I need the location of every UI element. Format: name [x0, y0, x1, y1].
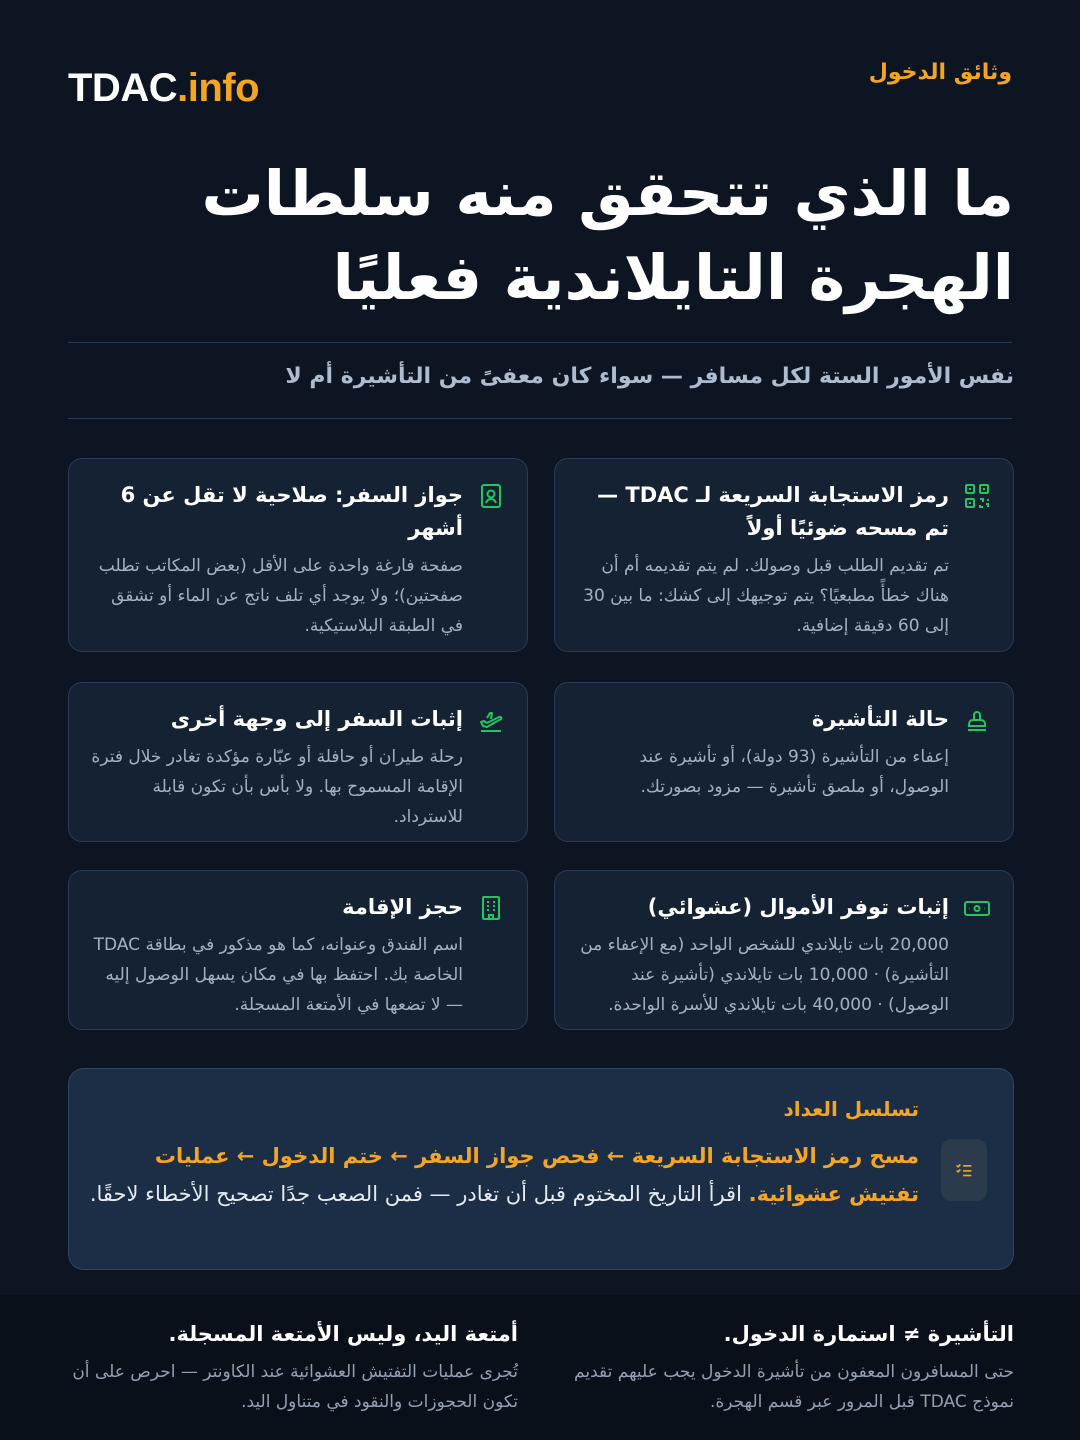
section-label: وثائق الدخول	[868, 60, 1012, 85]
card-body: اسم الفندق وعنوانه، كما هو مذكور في بطاقة TDAC الخاصة بك. احتفظ بها في مكان يسهل الوصول إليه — لا تضعها في الأمتعة المسجلة.	[93, 935, 463, 1015]
banknote-icon	[963, 894, 991, 922]
card-proof-of-funds	[554, 870, 1014, 1030]
sequence-flow: مسح رمز الاستجابة السريعة ← فحص جواز السفر ← ختم الدخول ← عمليات تفتيش عشوائية.	[154, 1144, 919, 1206]
logo-accent: .info	[177, 66, 260, 110]
sequence-text	[89, 1137, 919, 1213]
footer-title: التأشيرة ≠ استمارة الدخول.	[723, 1322, 1014, 1346]
logo-main: TDAC	[68, 66, 178, 110]
card-body: صفحة فارغة واحدة على الأقل (بعض المكاتب تطلب صفحتين)؛ ولا يوجد أي تلف ناتج عن الماء أو تشقق في الطبقة البلاستيكية.	[98, 556, 463, 636]
card-title: حالة التأشيرة	[811, 707, 949, 731]
card-visa-status	[554, 682, 1014, 842]
passport-icon	[477, 482, 505, 510]
footer-body: تُجرى عمليات التفتيش العشوائية عند الكاونتر — احرص على أن تكون الحجوزات والنقود في متناول اليد.	[72, 1362, 518, 1412]
header	[68, 56, 1012, 126]
page-title-line-1: ما الذي تتحقق منه سلطات	[201, 157, 1014, 230]
divider-top	[68, 342, 1012, 343]
card-body: 20,000 بات تايلاندي للشخص الواحد (مع الإعفاء من التأشيرة) · 10,000 بات تايلاندي (تأشيرة عند الوصول) · 40,000 بات تايلاندي للأسرة الواحدة.	[580, 935, 949, 1015]
sequence-note: اقرأ التاريخ المختوم قبل أن تغادر — فمن الصعب جدًا تصحيح الأخطاء لاحقًا.	[89, 1182, 749, 1206]
card-tdac-qr	[554, 458, 1014, 652]
footer-body: حتى المسافرون المعفون من تأشيرة الدخول يجب عليهم تقديم نموذج TDAC قبل المرور عبر قسم الهجرة.	[574, 1362, 1014, 1412]
page-title	[64, 152, 1014, 320]
plane-departure-icon	[477, 706, 505, 734]
footer-note-luggage	[68, 1319, 518, 1417]
card-body: تم تقديم الطلب قبل وصولك. لم يتم تقديمه أم أن هناك خطأً مطبعيًا؟ يتم توجيهك إلى كشك: ما بين 30 إلى 60 دقيقة إضافية.	[583, 556, 949, 636]
card-title: إثبات السفر إلى وجهة أخرى	[170, 707, 463, 731]
counter-sequence-callout	[68, 1068, 1014, 1270]
divider-bottom	[68, 418, 1012, 419]
card-accommodation	[68, 870, 528, 1030]
logo[interactable]	[68, 66, 259, 111]
page-title-line-2: الهجرة التايلاندية فعليًا	[332, 241, 1014, 314]
footer	[0, 1295, 1080, 1440]
qr-code-icon	[963, 482, 991, 510]
card-onward-travel	[68, 682, 528, 842]
stamp-icon	[963, 706, 991, 734]
card-title: إثبات توفر الأموال (عشوائي)	[647, 895, 949, 919]
hotel-building-icon	[477, 894, 505, 922]
card-title: رمز الاستجابة السريعة لـ TDAC — تم مسحه ضوئيًا أولاً	[597, 483, 949, 540]
card-passport	[68, 458, 528, 652]
footer-note-visa	[564, 1319, 1014, 1417]
card-title: حجز الإقامة	[342, 895, 463, 919]
sequence-label: تسلسل العداد	[783, 1097, 919, 1121]
card-body: رحلة طيران أو حافلة أو عبّارة مؤكدة تغادر خلال فترة الإقامة المسموح بها. ولا بأس بأن تكون قابلة للاسترداد.	[91, 747, 463, 827]
subtitle: نفس الأمور الستة لكل مسافر — سواء كان معفىً من التأشيرة أم لا	[285, 364, 1014, 389]
footer-title: أمتعة اليد، وليس الأمتعة المسجلة.	[168, 1322, 518, 1346]
card-body: إعفاء من التأشيرة (93 دولة)، أو تأشيرة عند الوصول، أو ملصق تأشيرة — مزود بصورتك.	[639, 747, 949, 797]
card-title: جواز السفر: صلاحية لا تقل عن 6 أشهر	[120, 483, 463, 540]
checklist-icon	[941, 1139, 987, 1201]
